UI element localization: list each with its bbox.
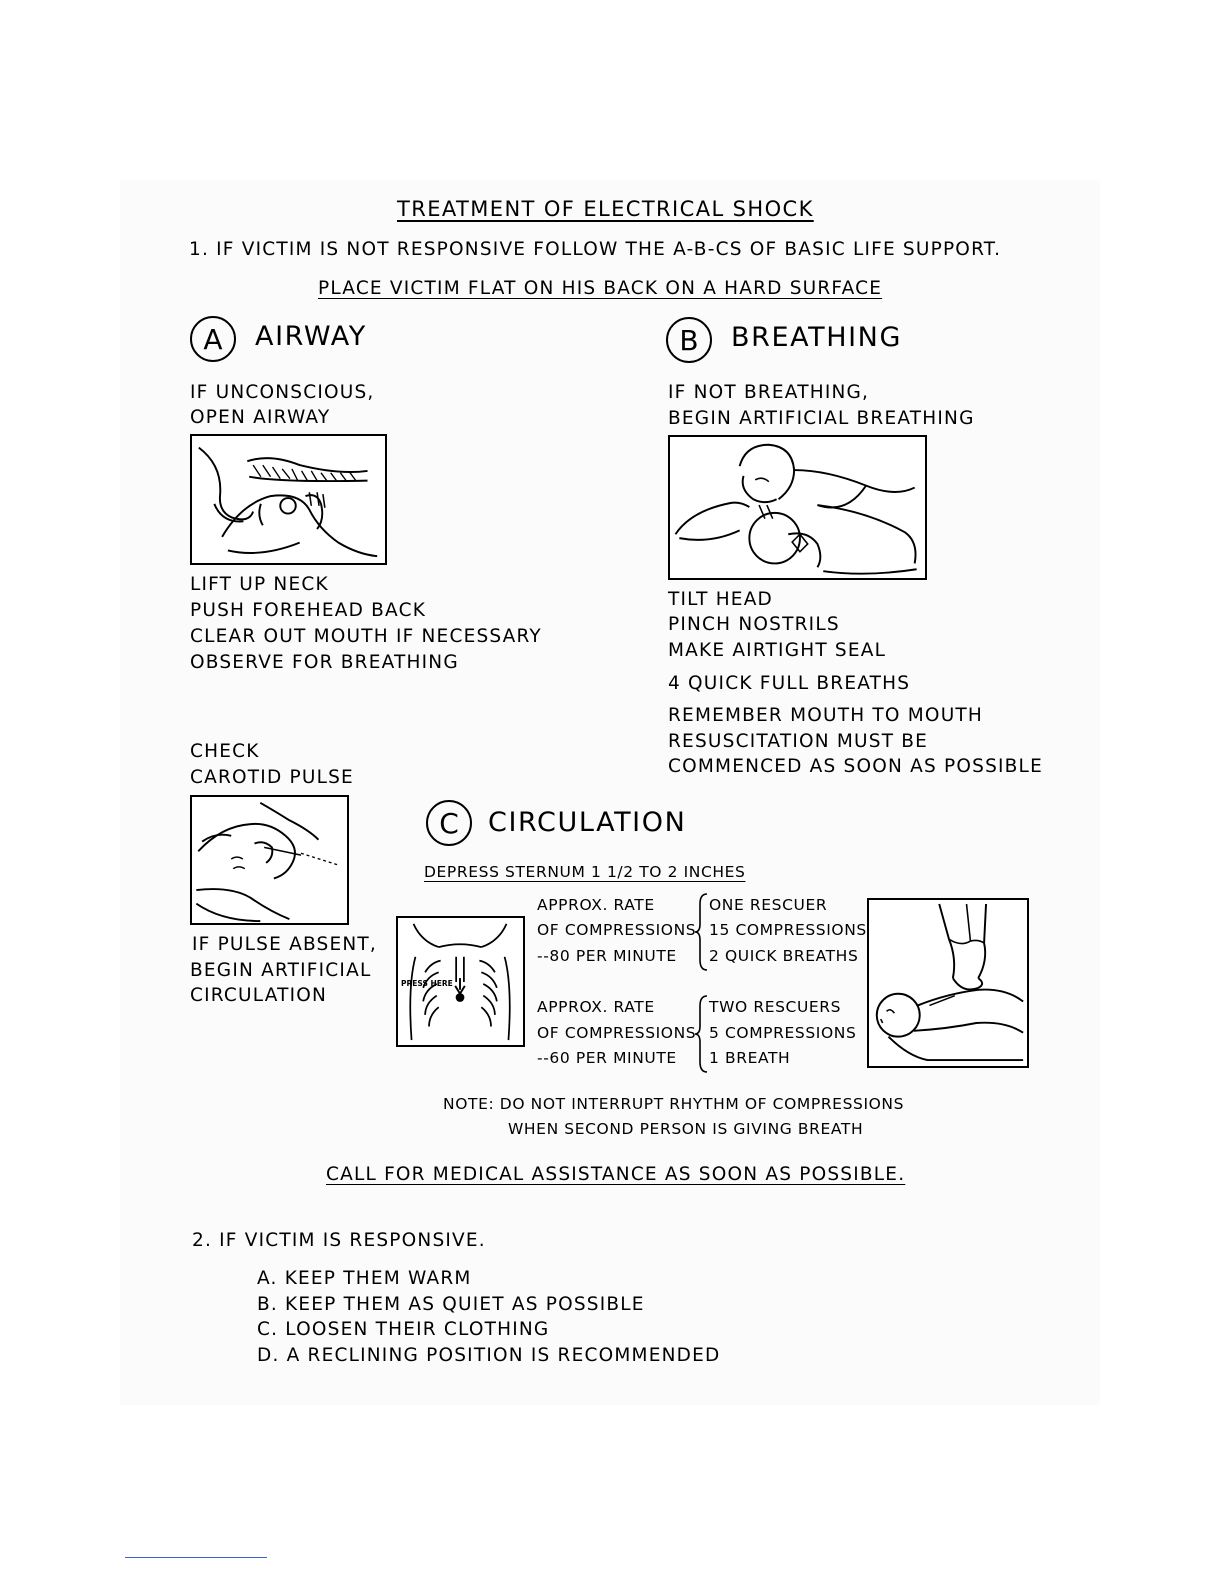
- breathing-step-2: PINCH NOSTRILS: [668, 614, 840, 635]
- airway-intro-line-1: IF UNCONSCIOUS,: [190, 382, 375, 403]
- breathing-heading: BREATHING: [731, 322, 902, 353]
- step-2-item-b: B. KEEP THEM AS QUIET AS POSSIBLE: [257, 1294, 645, 1315]
- step-2-item-d: D. A RECLINING POSITION IS RECOMMENDED: [257, 1345, 721, 1366]
- press-here-label: PRESS HERE: [401, 979, 453, 988]
- chest-compression-illustration: [867, 898, 1029, 1068]
- airway-step-1: LIFT UP NECK: [190, 574, 329, 595]
- breathing-intro-line-1: IF NOT BREATHING,: [668, 382, 870, 403]
- sternum-diagram: [396, 916, 525, 1047]
- pulse-absent-line-1: IF PULSE ABSENT,: [192, 934, 377, 955]
- document-title: TREATMENT OF ELECTRICAL SHOCK: [397, 197, 814, 221]
- rate1-line-1: APPROX. RATE: [537, 896, 655, 914]
- carotid-pulse-illustration: [190, 795, 349, 925]
- carotid-pulse-drawing: [192, 797, 347, 923]
- airway-letter-circle: A: [190, 316, 236, 362]
- quick-breaths-text: 4 QUICK FULL BREATHS: [668, 673, 911, 694]
- breathing-intro-line-2: BEGIN ARTIFICIAL BREATHING: [668, 408, 975, 429]
- rate1-line-2: OF COMPRESSIONS: [537, 921, 697, 939]
- one-rescuer-line-2: 15 COMPRESSIONS: [709, 921, 867, 939]
- airway-heading: AIRWAY: [255, 321, 367, 352]
- one-rescuer-line-3: 2 QUICK BREATHS: [709, 947, 859, 965]
- step-2-item-a: A. KEEP THEM WARM: [257, 1268, 472, 1289]
- airway-intro-line-2: OPEN AIRWAY: [190, 407, 331, 428]
- pulse-absent-line-3: CIRCULATION: [190, 985, 328, 1006]
- one-rescuer-brace: [694, 892, 708, 972]
- airway-step-4: OBSERVE FOR BREATHING: [190, 652, 459, 673]
- rate1-line-3: --80 PER MINUTE: [537, 947, 677, 965]
- breathing-letter-circle: B: [666, 317, 712, 363]
- rate2-line-1: APPROX. RATE: [537, 998, 655, 1016]
- step-2-item-c: C. LOOSEN THEIR CLOTHING: [257, 1319, 550, 1340]
- remember-line-1: REMEMBER MOUTH TO MOUTH: [668, 705, 984, 726]
- document-sheet: [120, 180, 1100, 1405]
- airway-step-2: PUSH FOREHEAD BACK: [190, 600, 427, 621]
- check-line-2: CAROTID PULSE: [190, 767, 354, 788]
- check-line-1: CHECK: [190, 741, 260, 762]
- rate2-line-3: --60 PER MINUTE: [537, 1049, 677, 1067]
- remember-line-2: RESUSCITATION MUST BE: [668, 731, 929, 752]
- rate2-line-2: OF COMPRESSIONS: [537, 1024, 697, 1042]
- remember-line-3: COMMENCED AS SOON AS POSSIBLE: [668, 756, 1043, 777]
- note-line-2: WHEN SECOND PERSON IS GIVING BREATH: [508, 1120, 864, 1138]
- circulation-heading: CIRCULATION: [488, 807, 687, 838]
- footnote-separator-line: [125, 1557, 267, 1558]
- pulse-absent-line-2: BEGIN ARTIFICIAL: [190, 960, 372, 981]
- two-rescuers-line-2: 5 COMPRESSIONS: [709, 1024, 857, 1042]
- airway-step-3: CLEAR OUT MOUTH IF NECESSARY: [190, 626, 542, 647]
- open-airway-illustration: [190, 434, 387, 565]
- depress-sternum-text: DEPRESS STERNUM 1 1/2 TO 2 INCHES: [424, 863, 746, 881]
- one-rescuer-line-1: ONE RESCUER: [709, 896, 828, 914]
- two-rescuers-line-3: 1 BREATH: [709, 1049, 791, 1067]
- artificial-breathing-illustration: [668, 435, 927, 580]
- breathing-step-1: TILT HEAD: [668, 589, 773, 610]
- chest-compression-drawing: [869, 900, 1027, 1066]
- note-line-1: NOTE: DO NOT INTERRUPT RHYTHM OF COMPRESSIONS: [443, 1095, 905, 1113]
- call-medical-assistance: CALL FOR MEDICAL ASSISTANCE AS SOON AS POSSIBLE.: [326, 1164, 906, 1185]
- step-1-text: 1. IF VICTIM IS NOT RESPONSIVE FOLLOW THE A-B-CS OF BASIC LIFE SUPPORT.: [189, 239, 1002, 260]
- breathing-step-3: MAKE AIRTIGHT SEAL: [668, 640, 887, 661]
- step-2-heading: 2. IF VICTIM IS RESPONSIVE.: [192, 1230, 486, 1251]
- open-airway-drawing: [192, 436, 385, 563]
- two-rescuers-brace: [694, 994, 708, 1074]
- circulation-letter-circle: C: [426, 800, 472, 846]
- two-rescuers-line-1: TWO RESCUERS: [709, 998, 842, 1016]
- artificial-breathing-drawing: [670, 437, 925, 578]
- placement-instruction: PLACE VICTIM FLAT ON HIS BACK ON A HARD SURFACE: [318, 278, 883, 299]
